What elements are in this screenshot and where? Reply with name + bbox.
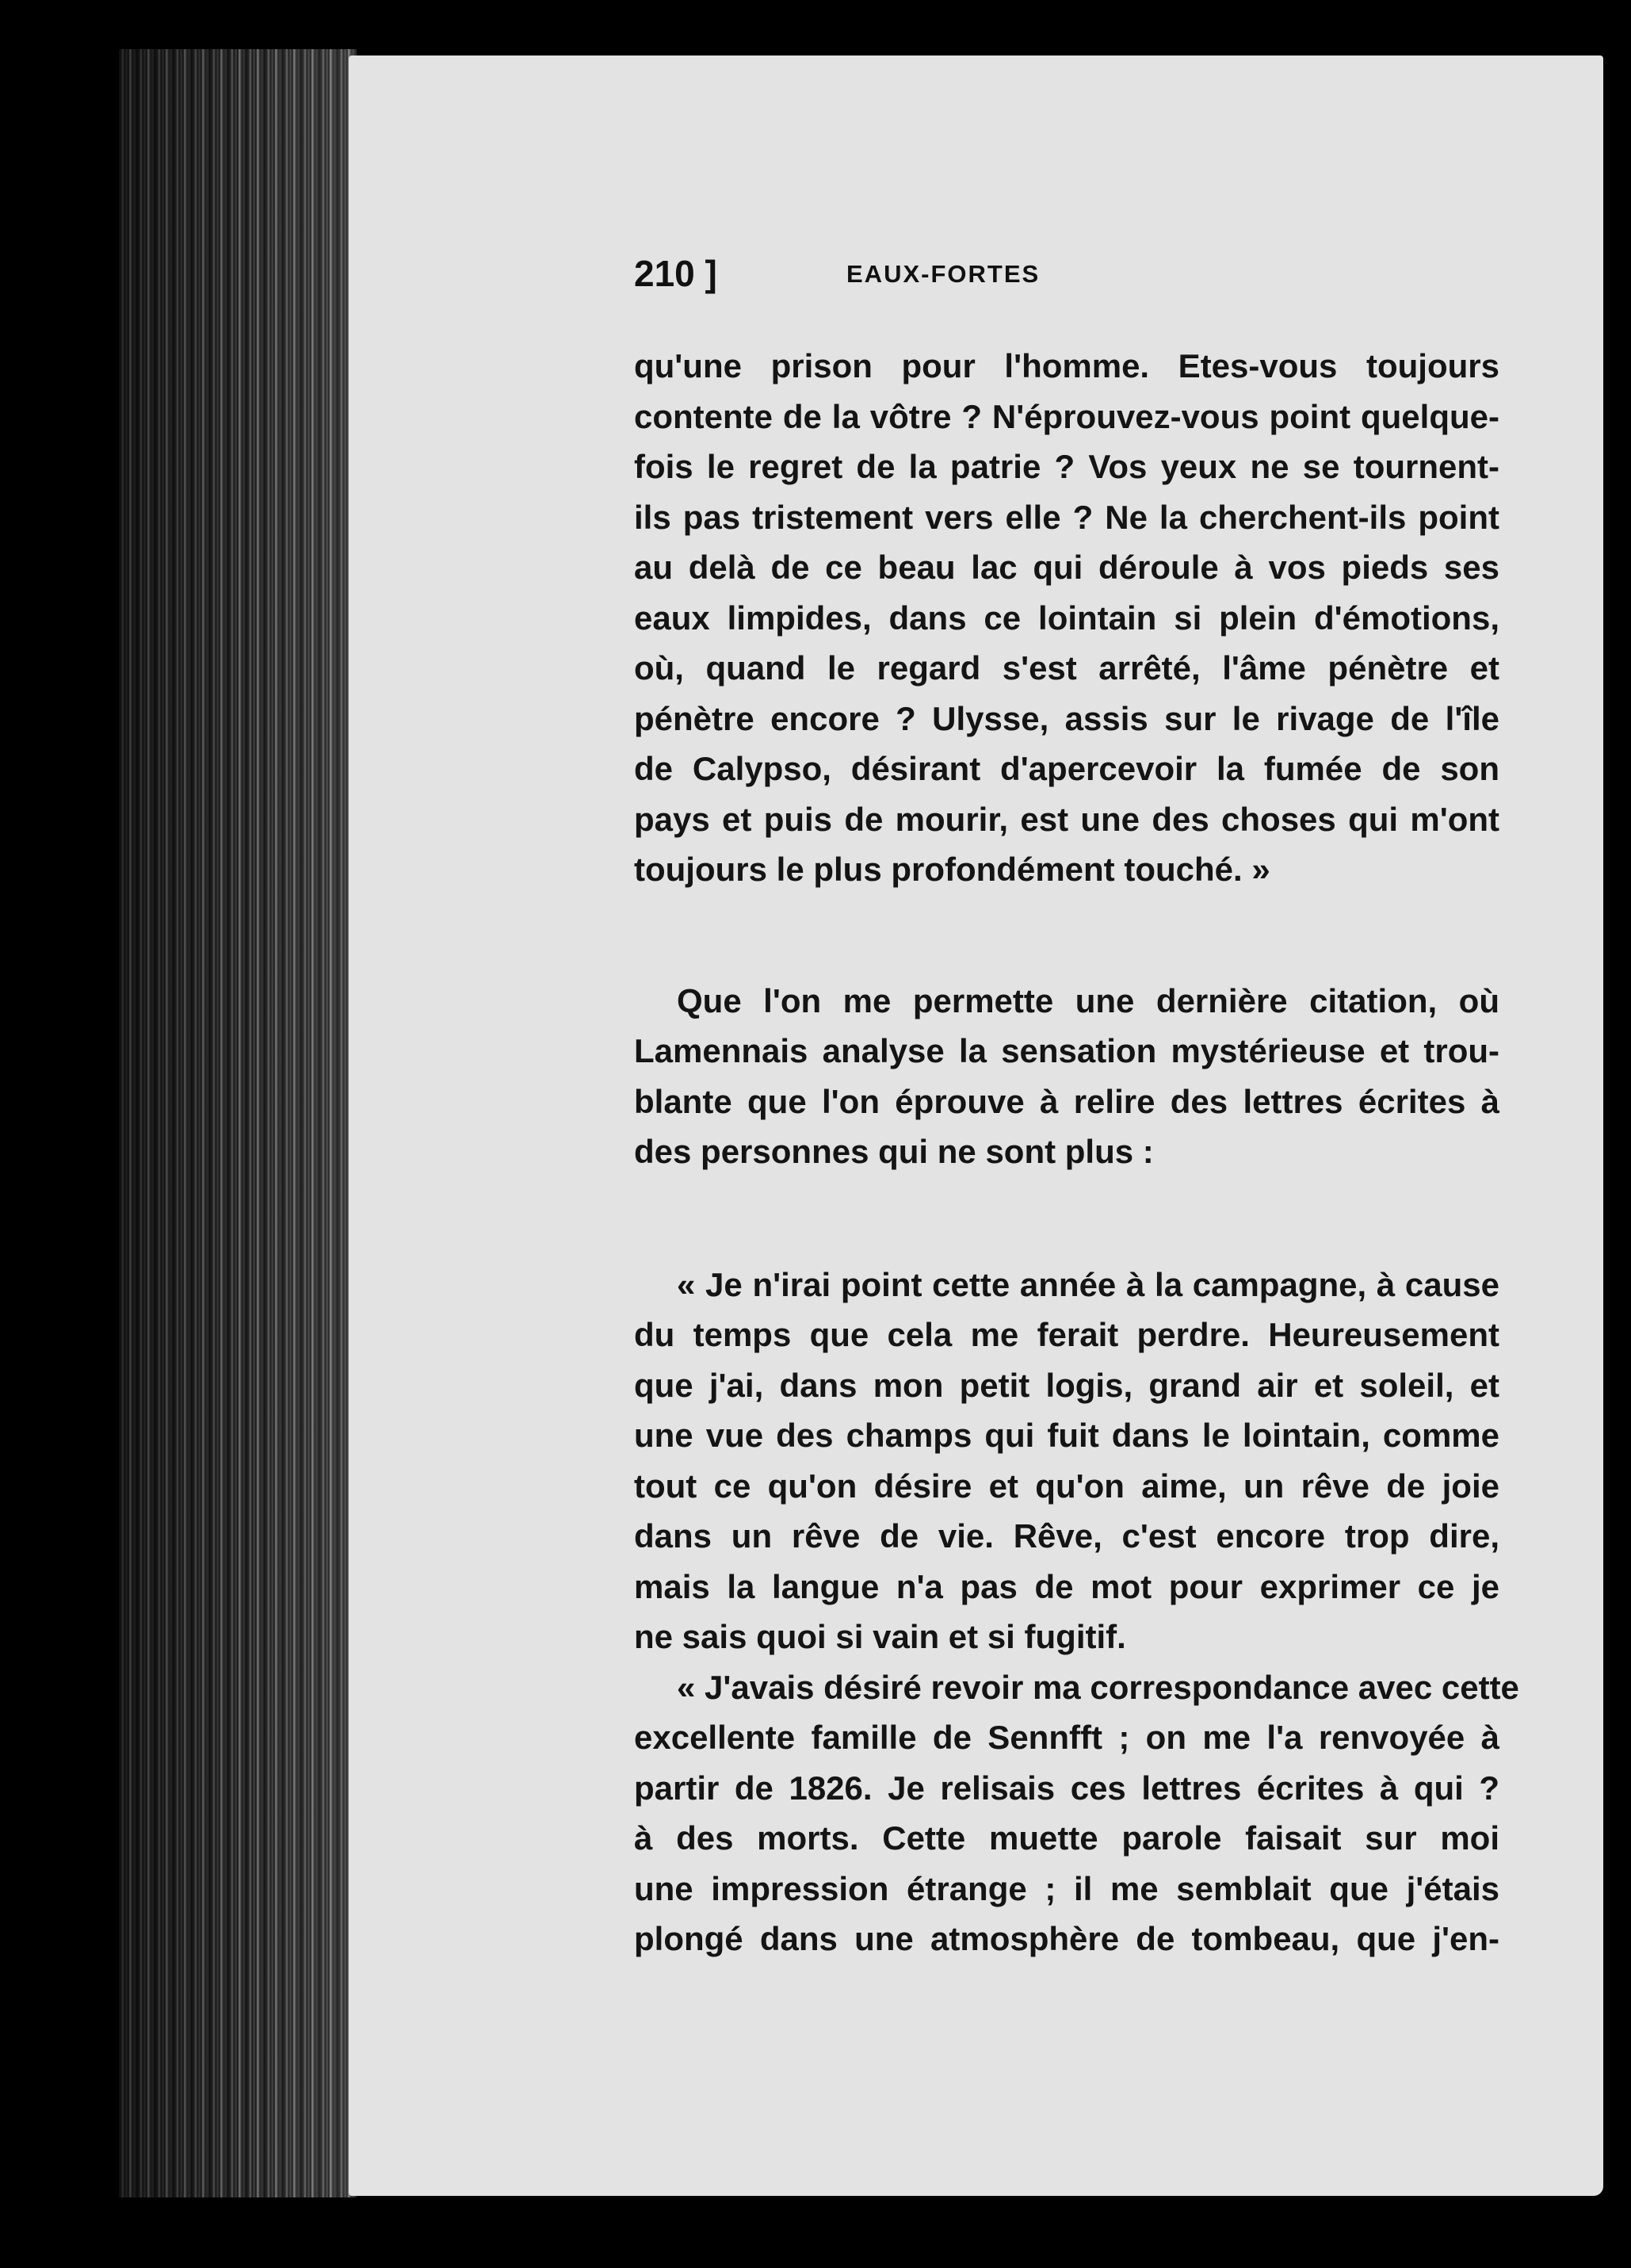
text-line: une vue des champs qui fuit dans le lointain, comme <box>634 1417 1499 1454</box>
text-line: « Je n'irai point cette année à la campagne, à cause <box>677 1265 1499 1303</box>
text-line: à des morts. Cette muette parole faisait sur moi <box>634 1819 1499 1857</box>
text-line: au delà de ce beau lac qui déroule à vos pieds ses <box>634 549 1499 586</box>
text-line: une impression étrange ; il me semblait que j'étais <box>634 1869 1499 1907</box>
text-line: « J'avais désiré revoir ma correspondance avec cette <box>677 1668 1519 1706</box>
page-header <box>634 252 1506 316</box>
text-line: de Calypso, désirant d'apercevoir la fumée de son <box>634 750 1499 787</box>
text-line: ils pas tristement vers elle ? Ne la cherchent-ils point <box>634 498 1499 536</box>
text-line: qu'une prison pour l'homme. Etes-vous toujours <box>634 347 1499 384</box>
paragraph-2 <box>634 976 1499 1177</box>
paragraph-1 <box>634 341 1499 895</box>
text-line: fois le regret de la patrie ? Vos yeux ne se tournent- <box>634 448 1499 485</box>
text-line: dans un rêve de vie. Rêve, c'est encore trop dire, <box>634 1517 1499 1555</box>
text-line: tout ce qu'on désire et qu'on aime, un rêve de joie <box>634 1467 1499 1505</box>
text-line: où, quand le regard s'est arrêté, l'âme pénètre et <box>634 649 1499 687</box>
text-line: des personnes qui ne sont plus : <box>634 1133 1154 1170</box>
text-line: pénètre encore ? Ulysse, assis sur le rivage de l'île <box>634 699 1499 737</box>
text-line: partir de 1826. Je relisais ces lettres écrites à qui ? <box>634 1769 1499 1807</box>
text-line: toujours le plus profondément touché. » <box>634 851 1270 888</box>
text-line: plongé dans une atmosphère de tombeau, que j'en- <box>634 1920 1499 1957</box>
text-line: excellente famille de Sennfft ; on me l'a renvoyée à <box>634 1719 1499 1756</box>
text-line: blante que l'on éprouve à relire des lettres écrites à <box>634 1082 1499 1120</box>
text-line: eaux limpides, dans ce lointain si plein d'émotions, <box>634 599 1499 637</box>
paragraph-spacer <box>634 895 1499 976</box>
paragraph-4 <box>634 1662 1519 1964</box>
text-line: Lamennais analyse la sensation mystérieuse et trou- <box>634 1032 1499 1069</box>
book-page-edges <box>119 49 357 2197</box>
paragraph-3 <box>634 1260 1499 1662</box>
text-line: ne sais quoi si vain et si fugitif. <box>634 1618 1126 1655</box>
text-line: du temps que cela me ferait perdre. Heureusement <box>634 1316 1499 1353</box>
text-line: mais la langue n'a pas de mot pour exprimer ce je <box>634 1567 1499 1605</box>
page-body <box>634 341 1519 1964</box>
text-line: Que l'on me permette une dernière citation, où <box>677 981 1499 1019</box>
running-title: EAUX-FORTES <box>846 260 1041 288</box>
page-number: 210 ] <box>634 253 717 294</box>
text-line: pays et puis de mourir, est une des choses qui m'ont <box>634 800 1499 838</box>
text-line: que j'ai, dans mon petit logis, grand air et soleil, et <box>634 1366 1499 1404</box>
paragraph-spacer <box>634 1177 1499 1260</box>
text-line: contente de la vôtre ? N'éprouvez-vous point quelque- <box>634 397 1499 435</box>
